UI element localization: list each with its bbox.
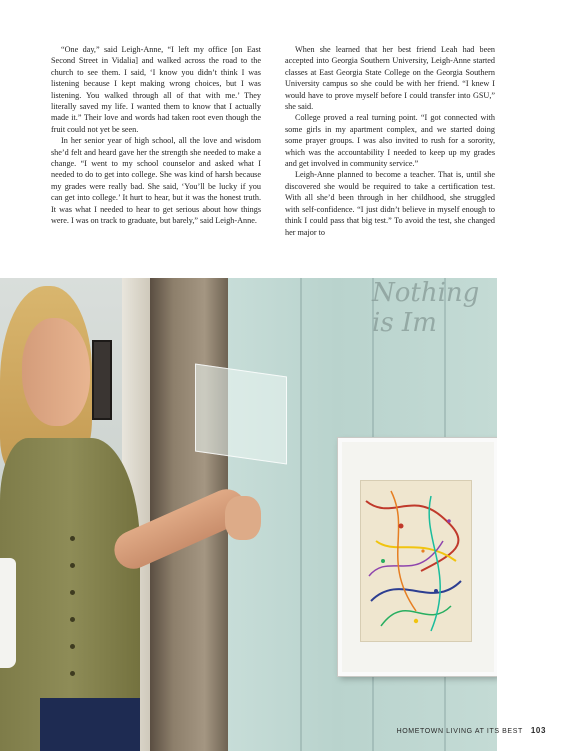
wall-decal-script: Nothing is Im xyxy=(372,278,480,338)
article-photo xyxy=(0,278,497,751)
paragraph: College proved a real turning point. “I got connected with some girls in my apartment complex, and we started doing some prayer groups. I was also invited to rush for a sorority, which was the accountability I needed to keep up my grades and get involved in community service.” xyxy=(285,113,495,169)
page-footer xyxy=(397,726,546,735)
splatter-painting xyxy=(360,480,472,642)
publication-tagline: HOMETOWN LIVING AT ITS BEST xyxy=(396,728,523,735)
white-cup xyxy=(0,558,16,668)
woman-face xyxy=(22,318,90,426)
woman-hand xyxy=(225,496,261,540)
woman-jeans xyxy=(40,698,140,751)
shirt-buttons xyxy=(70,536,76,698)
paragraph: Leigh-Anne planned to become a teacher. That is, until she discovered she would be required to take a certification test. With all she’d been through in her childhood, she struggled with self-confidence. “I just didn’t believe in myself enough to think I could pass that big test.” To avoid the test, she changed her major to xyxy=(285,170,495,237)
page-number: 103 xyxy=(530,726,546,735)
article-column-right xyxy=(285,44,495,238)
article-column-left xyxy=(51,44,261,227)
paragraph: In her senior year of high school, all the love and wisdom she’d felt and heard gave her the strength she needed to make a change. “I went to my school counselor and asked what I needed to do to get into college. She was kind of harsh because my grades were really bad. She said, ‘You’ll be lucky if you can get into college.’ It hurt to hear, but it was the honest truth. It was what I needed to hear to get serious about how things were. I was on track to graduate, but barely,” said Leigh-Anne. xyxy=(51,136,261,226)
paint-splatter-graphic xyxy=(361,481,471,641)
hallway-picture-frame xyxy=(92,340,112,420)
framed-artwork xyxy=(338,438,497,676)
paragraph: When she learned that her best friend Leah had been accepted into Georgia Southern University, Leigh-Anne started classes at East Georgia State College on the Georgia Southern University campus so she could be with her friend. “I knew I would have to prove myself before I could transfer into GSU,” she said. xyxy=(285,45,495,112)
paragraph: “One day,” said Leigh-Anne, “I left my office [on East Second Street in Vidalia] and walked across the road to the church to see them. I said, ‘I know you didn’t think I was listening because I kept making wrong choices, but I was listening. You walked through all of that with me.’ They literally saved my life. I wanted them to know that I actually made it.” Their love and words had taken root even though the fruit could not yet be seen. xyxy=(51,45,261,134)
wall-panel-seam xyxy=(300,278,302,751)
acrylic-wall-holder xyxy=(195,364,287,465)
